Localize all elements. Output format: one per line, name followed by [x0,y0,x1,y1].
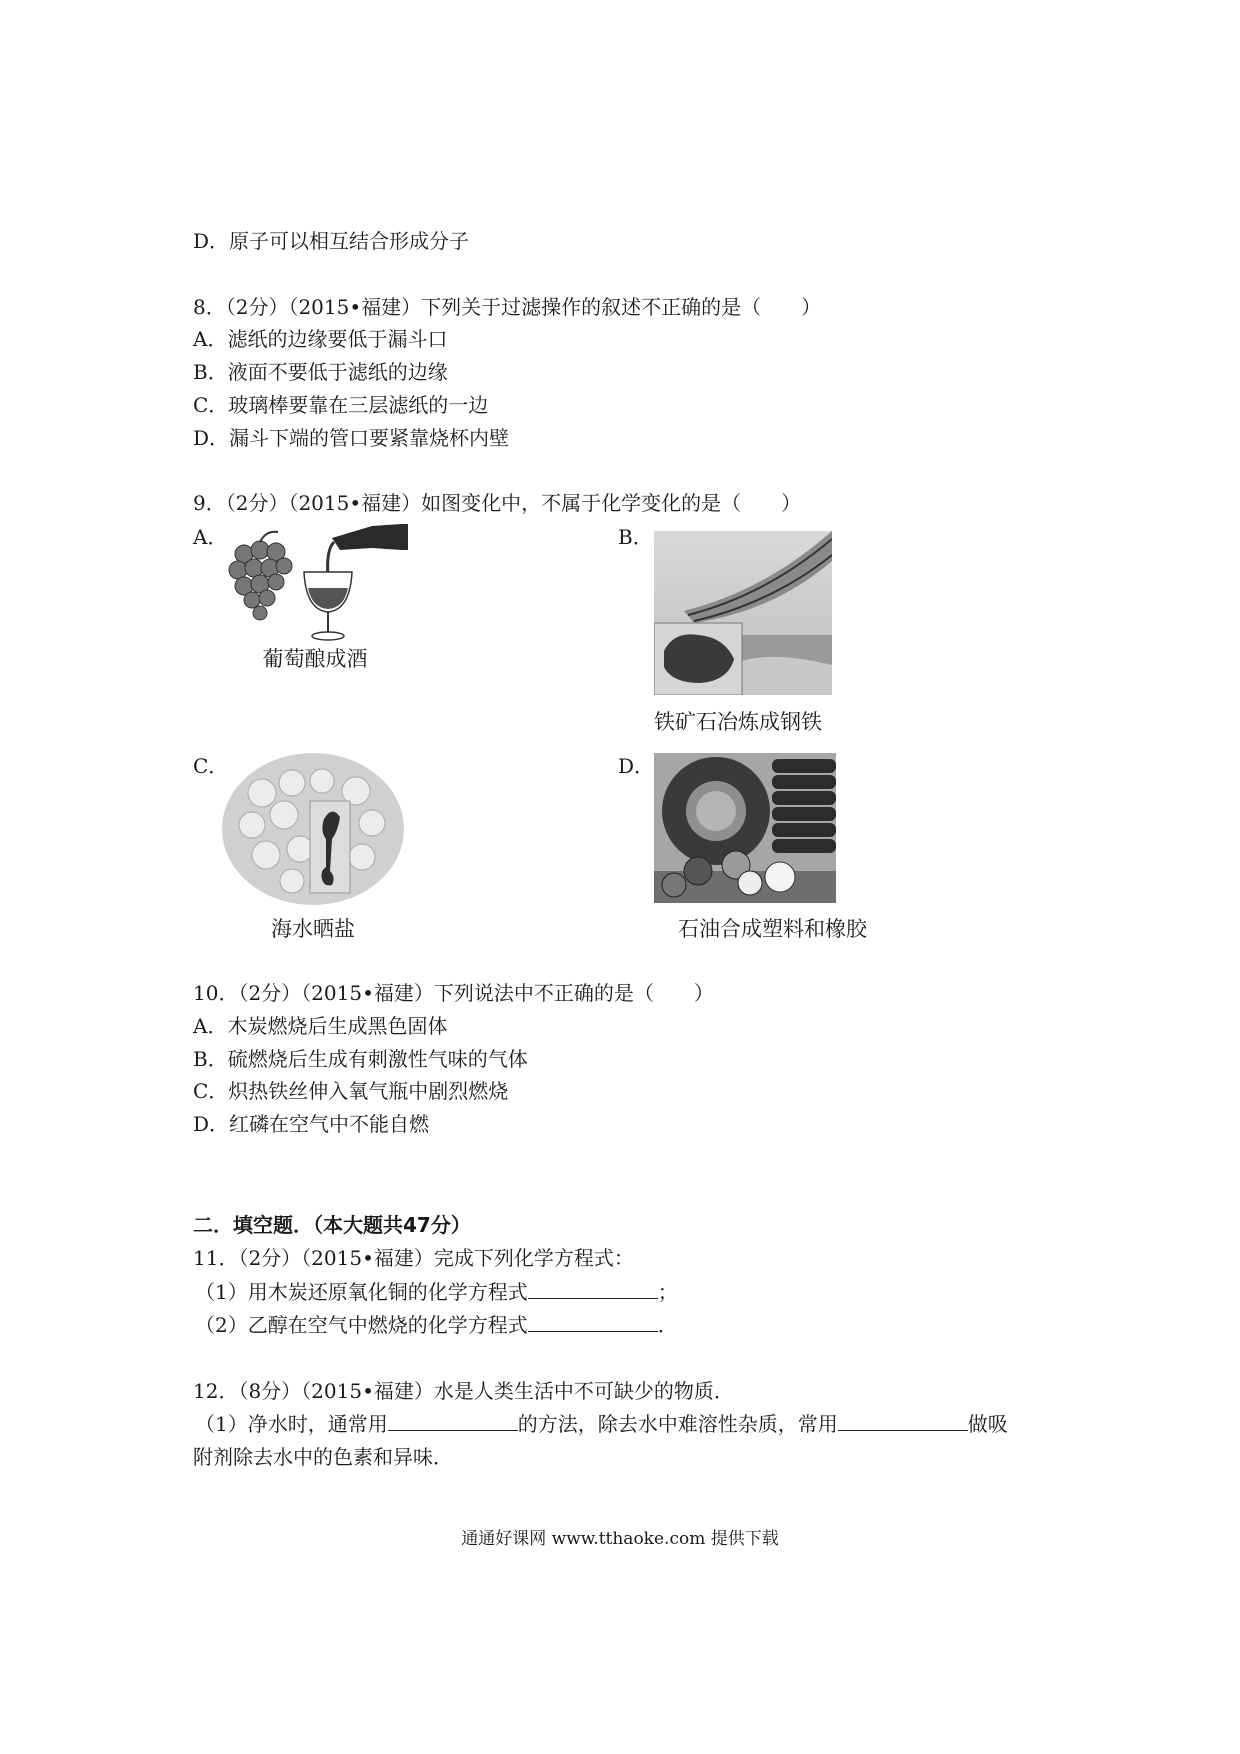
section-heading: 二．填空题．（本大题共47分） [193,1213,471,1237]
q11-part1 [195,1279,678,1305]
q11-part2-text: （2）乙醇在空气中燃烧的化学方程式 [195,1313,528,1337]
q7-option-d: D．原子可以相互结合形成分子 [193,229,470,253]
q10-option-b: B．硫燃烧后生成有刺激性气味的气体 [193,1047,528,1071]
page-footer: 通通好课网 www.tthaoke.com 提供下载 [461,1529,779,1549]
q11-part1-text: （1）用木炭还原氧化铜的化学方程式 [195,1280,528,1304]
q9-stem: 9．（2分）（2015•福建）如图变化中，不属于化学变化的是（ ） [193,491,802,515]
q9-option-d-letter: D． [618,754,655,778]
q12-part1-c: 做吸 [967,1412,1008,1436]
q11-part1-end: ； [657,1280,678,1304]
tires-balls-image [654,753,836,903]
q12-part1-a: （1）净水时，通常用 [195,1412,388,1436]
q10-option-d: D．红磷在空气中不能自燃 [193,1112,430,1136]
q9-option-b-caption: 铁矿石冶炼成钢铁 [654,710,822,734]
sea-salt-image [222,753,404,905]
q8-stem: 8．（2分）（2015•福建）下列关于过滤操作的叙述不正确的是（ ） [193,295,822,319]
q8-option-d: D．漏斗下端的管口要紧靠烧杯内壁 [193,426,510,450]
q11-part2-end: ． [657,1313,678,1337]
answer-blank[interactable] [528,1280,658,1299]
q12-stem: 12．（8分）（2015•福建）水是人类生活中不可缺少的物质． [193,1379,734,1403]
q9-option-a-caption: 葡萄酿成酒 [262,647,368,671]
q10-option-a: A．木炭燃烧后生成黑色固体 [193,1014,448,1038]
q12-part1-b: 的方法，除去水中难溶性杂质，常用 [517,1412,838,1436]
iron-ore-railway-image [654,531,832,695]
q11-stem: 11．（2分）（2015•福建）完成下列化学方程式： [193,1246,634,1270]
q12-part1 [195,1411,1008,1437]
q9-option-a-letter: A． [193,525,228,549]
q11-part2 [195,1312,678,1338]
answer-blank[interactable] [838,1412,968,1431]
q8-option-a: A．滤纸的边缘要低于漏斗口 [193,327,448,351]
q12-part1-continued: 附剂除去水中的色素和异味． [193,1445,453,1469]
q10-option-c: C．炽热铁丝伸入氧气瓶中剧烈燃烧 [193,1079,509,1103]
grapes-wine-image [222,520,408,642]
answer-blank[interactable] [528,1313,658,1332]
answer-blank[interactable] [388,1412,518,1431]
q9-option-b-letter: B． [618,525,653,549]
q8-option-c: C．玻璃棒要靠在三层滤纸的一边 [193,393,489,417]
q8-option-b: B．液面不要低于滤纸的边缘 [193,360,448,384]
q9-option-c-caption: 海水晒盐 [271,917,355,941]
q9-option-c-letter: C． [193,754,229,778]
q9-option-d-caption: 石油合成塑料和橡胶 [678,917,867,941]
q10-stem: 10．（2分）（2015•福建）下列说法中不正确的是（ ） [193,981,714,1005]
